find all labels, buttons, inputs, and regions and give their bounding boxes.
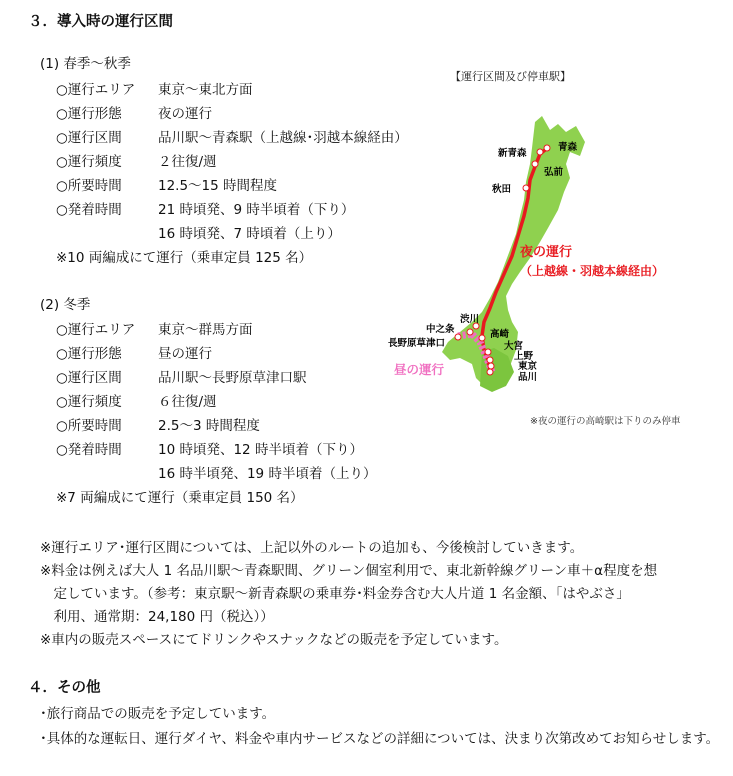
- label-naganohara: 長野原草津口: [388, 338, 446, 349]
- station-dot-akita: [523, 185, 529, 191]
- winter-label-section: ○運行区間: [56, 370, 122, 386]
- station-dot-ueno: [487, 357, 493, 363]
- spring-label-section: ○運行区間: [56, 130, 122, 146]
- spring-heading: (1) 春季～秋季: [40, 56, 131, 72]
- winter-heading: (2) 冬季: [40, 297, 91, 313]
- station-dot-aomori: [544, 145, 550, 151]
- label-aomori: 青森: [558, 142, 578, 153]
- map-caption: 【運行区間及び停車駅】: [450, 70, 571, 83]
- station-dot-tokyo: [488, 363, 494, 369]
- spring-value-section: 品川駅～青森駅（上越線･羽越本線経由）: [158, 130, 408, 146]
- section4-item-sales: ･旅行商品での販売を予定しています。: [40, 706, 276, 722]
- night-route-label: 夜の運行: [520, 245, 573, 260]
- note-fare-line3: 利用、通常期：24,180 円（税込））: [40, 609, 274, 625]
- label-nakanojo: 中之条: [426, 324, 455, 335]
- spring-value-frequency: ２往復/週: [158, 154, 217, 170]
- day-route-label: 昼の運行: [394, 362, 445, 377]
- station-dot-omiya: [485, 349, 491, 355]
- label-ueno: 上野: [514, 351, 534, 362]
- note-route-addition: ※運行エリア･運行区間については、上記以外のルートの追加も、今後検討していきます。: [40, 540, 584, 556]
- note-onboard-sales: ※車内の販売スペースにてドリンクやスナックなどの販売を予定しています。: [40, 632, 508, 648]
- label-omiya: 大宮: [504, 341, 524, 352]
- winter-label-mode: ○運行形態: [56, 346, 122, 362]
- spring-value-mode: 夜の運行: [158, 106, 212, 122]
- spring-value-duration: 12.5～15 時間程度: [158, 178, 278, 194]
- winter-value-mode: 昼の運行: [158, 346, 212, 362]
- label-shinagawa: 品川: [518, 372, 538, 383]
- station-dot-shinaomori: [537, 149, 543, 155]
- winter-label-area: ○運行エリア: [56, 322, 136, 338]
- route-map-svg: [380, 60, 710, 440]
- station-dot-takasaki: [479, 335, 485, 341]
- station-dot-nakanojo: [467, 329, 473, 335]
- spring-value-times-up: 16 時頃発、7 時頃着（上り）: [158, 226, 341, 242]
- winter-note: ※7 両編成にて運行（乗車定員 150 名）: [56, 490, 304, 506]
- label-hirosaki: 弘前: [544, 167, 564, 178]
- map-footnote: ※夜の運行の高崎駅は下りのみ停車: [530, 416, 681, 427]
- spring-value-area: 東京～東北方面: [158, 82, 253, 98]
- spring-label-mode: ○運行形態: [56, 106, 122, 122]
- spring-label-area: ○運行エリア: [56, 82, 136, 98]
- winter-value-times: 10 時頃発、12 時半頃着（下り）: [158, 442, 363, 458]
- station-dot-hirosaki: [532, 161, 538, 167]
- spring-value-times: 21 時頃発、9 時半頃着（下り）: [158, 202, 355, 218]
- winter-value-times-up: 16 時半頃発、19 時半頃着（上り）: [158, 466, 377, 482]
- winter-value-duration: 2.5～3 時間程度: [158, 418, 260, 434]
- station-dot-shinagawa: [487, 369, 493, 375]
- label-tokyo: 東京: [518, 361, 538, 372]
- label-akita: 秋田: [492, 184, 512, 195]
- winter-label-times: ○発着時間: [56, 442, 122, 458]
- spring-label-times: ○発着時間: [56, 202, 122, 218]
- station-dot-naganohara: [455, 334, 461, 340]
- winter-value-section: 品川駅～長野原草津口駅: [158, 370, 307, 386]
- night-route-note: （上越線・羽越本線経由）: [520, 264, 665, 278]
- label-shinaomori: 新青森: [498, 148, 527, 159]
- spring-label-duration: ○所要時間: [56, 178, 122, 194]
- winter-value-frequency: ６往復/週: [158, 394, 217, 410]
- winter-label-frequency: ○運行頻度: [56, 394, 122, 410]
- winter-label-duration: ○所要時間: [56, 418, 122, 434]
- spring-label-frequency: ○運行頻度: [56, 154, 122, 170]
- note-fare-line1: ※料金は例えば大人 1 名品川駅～青森駅間、グリーン個室利用で、東北新幹線グリーン車＋α程度を想: [40, 563, 658, 579]
- note-fare-line2: 定しています。（参考：東京駅～新青森駅の乗車券･料金券含む大人片道 1 名金額、｢はやぶさ｣: [40, 586, 624, 602]
- winter-value-area: 東京～群馬方面: [158, 322, 253, 338]
- route-map: [380, 60, 710, 440]
- label-shibukawa: 渋川: [460, 314, 480, 325]
- section3-title: ３．導入時の運行区間: [28, 14, 173, 30]
- section4-title: ４．その他: [28, 680, 101, 696]
- section4-item-details: ･具体的な運転日、運行ダイヤ、料金や車内サービスなどの詳細については、決まり次第改めてお知らせします。: [40, 731, 720, 747]
- spring-note: ※10 両編成にて運行（乗車定員 125 名）: [56, 250, 313, 266]
- label-takasaki: 高崎: [490, 329, 510, 340]
